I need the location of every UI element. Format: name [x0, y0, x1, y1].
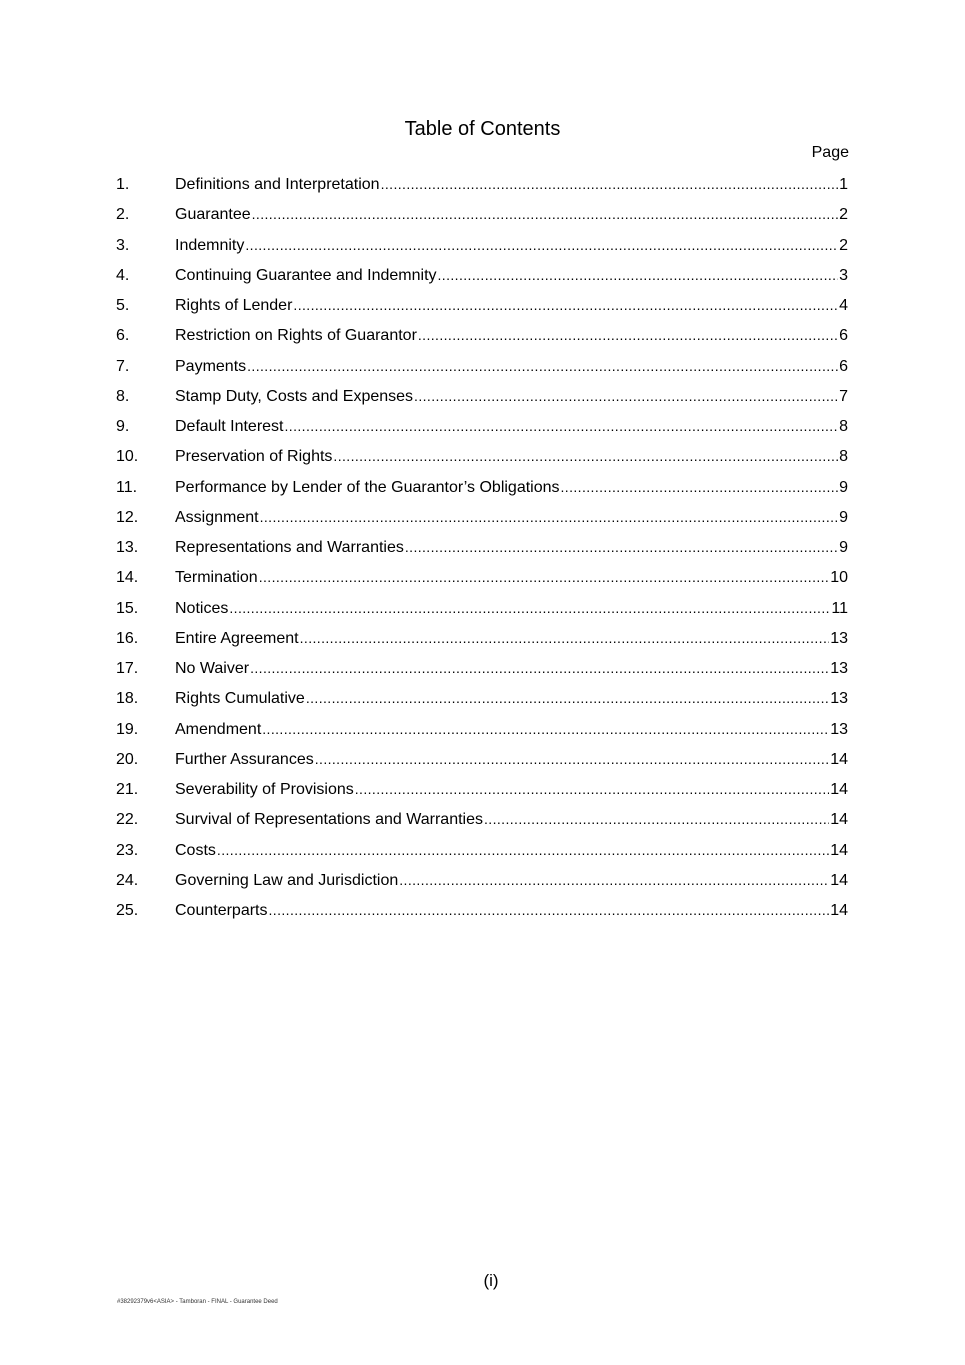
toc-dot-leader: [250, 660, 829, 678]
toc-entry-number: 15.: [116, 599, 139, 617]
toc-entry-page: 11: [831, 599, 848, 617]
toc-entry-title[interactable]: Governing Law and Jurisdiction: [175, 871, 399, 889]
toc-entry[interactable]: [116, 297, 848, 327]
toc-entry-number: 19.: [116, 720, 139, 738]
toc-entry-number: 17.: [116, 660, 139, 677]
document-reference: #38292379v6<ASIA> - Tamboran - FINAL - Guarantee Deed: [117, 1299, 278, 1305]
toc-dot-leader: [252, 206, 838, 224]
toc-entry[interactable]: [116, 388, 848, 418]
toc-dot-leader: [399, 872, 829, 890]
toc-entry-title[interactable]: Continuing Guarantee and Indemnity: [175, 266, 437, 284]
toc-entry-page: 13: [830, 660, 848, 677]
toc-entry-page: 14: [830, 811, 848, 829]
toc-dot-leader: [561, 479, 839, 497]
toc-entry[interactable]: [116, 721, 848, 751]
toc-entry-title[interactable]: Preservation of Rights: [175, 448, 333, 466]
toc-entry-title[interactable]: Notices: [175, 599, 229, 617]
toc-dot-leader: [259, 569, 830, 587]
toc-entry-page: 9: [839, 508, 848, 526]
page-column-heading: Page: [811, 144, 849, 161]
toc-dot-leader: [269, 902, 830, 920]
toc-entry[interactable]: [116, 690, 848, 720]
toc-entry-title[interactable]: Payments: [175, 357, 247, 375]
toc-dot-leader: [438, 267, 839, 285]
toc-entry-number: 20.: [116, 750, 139, 768]
toc-entry-page: 2: [839, 236, 848, 254]
toc-entry-number: 23.: [116, 841, 139, 859]
toc-dot-leader: [418, 327, 838, 345]
toc-entry-page: 3: [839, 266, 848, 284]
toc-entry-page: 13: [830, 720, 848, 738]
toc-entry[interactable]: [116, 237, 848, 267]
toc-entry-number: 3.: [116, 236, 130, 254]
toc-entry-number: 4.: [116, 266, 130, 284]
toc-entry-number: 2.: [116, 206, 130, 224]
toc-entry[interactable]: [116, 872, 848, 902]
toc-entry-number: 10.: [116, 448, 139, 466]
toc-dot-leader: [315, 751, 829, 769]
toc-entry-page: 7: [839, 387, 848, 405]
toc-entry-title[interactable]: Entire Agreement: [175, 629, 299, 647]
toc-entry-page: 4: [839, 297, 848, 314]
toc-entry[interactable]: [116, 902, 848, 932]
toc-entry-page: 14: [830, 871, 848, 889]
toc-entry-number: 16.: [116, 629, 139, 647]
toc-entry-title[interactable]: Severability of Provisions: [175, 781, 354, 798]
toc-dot-leader: [293, 297, 838, 315]
toc-entry[interactable]: [116, 358, 848, 388]
toc-entry-page: 10: [830, 569, 848, 587]
toc-dot-leader: [300, 630, 830, 648]
toc-entry-title[interactable]: Amendment: [175, 720, 262, 738]
toc-entry[interactable]: [116, 600, 848, 630]
toc-entry-page: 6: [839, 327, 848, 345]
toc-list: [116, 176, 848, 932]
toc-entry[interactable]: [116, 539, 848, 569]
toc-entry-page: 14: [830, 781, 848, 798]
page-number: (i): [483, 1271, 499, 1290]
toc-entry-title[interactable]: Survival of Representations and Warranties: [175, 811, 483, 829]
toc-entry-title[interactable]: Rights of Lender: [175, 297, 293, 314]
toc-entry-number: 9.: [116, 418, 130, 435]
toc-entry-number: 14.: [116, 569, 139, 587]
toc-entry-number: 5.: [116, 297, 130, 314]
toc-entry-number: 8.: [116, 387, 130, 405]
toc-entry-page: 13: [830, 629, 848, 647]
toc-entry-title[interactable]: Counterparts: [175, 902, 268, 919]
toc-entry-title[interactable]: Further Assurances: [175, 750, 314, 768]
toc-entry-title[interactable]: Rights Cumulative: [175, 690, 305, 708]
toc-entry-title[interactable]: Default Interest: [175, 418, 284, 435]
toc-entry[interactable]: [116, 842, 848, 872]
toc-entry-title[interactable]: Indemnity: [175, 236, 245, 254]
toc-entry[interactable]: [116, 781, 848, 811]
toc-entry-page: 14: [830, 902, 848, 919]
toc-entry-page: 2: [839, 206, 848, 224]
toc-entry-number: 11.: [116, 478, 138, 496]
toc-entry[interactable]: [116, 660, 848, 690]
toc-entry-title[interactable]: No Waiver: [175, 660, 250, 677]
toc-title: Table of Contents: [404, 118, 561, 140]
toc-entry-title[interactable]: Stamp Duty, Costs and Expenses: [175, 387, 414, 405]
toc-entry-number: 22.: [116, 811, 139, 829]
toc-entry-number: 12.: [116, 508, 139, 526]
toc-dot-leader: [381, 176, 839, 194]
toc-entry[interactable]: [116, 206, 848, 236]
toc-dot-leader: [217, 842, 829, 860]
toc-dot-leader: [245, 237, 838, 255]
toc-entry[interactable]: [116, 630, 848, 660]
toc-entry-page: 9: [839, 539, 848, 556]
toc-entry-page: 8: [839, 448, 848, 466]
toc-entry-title[interactable]: Assignment: [175, 508, 259, 526]
toc-dot-leader: [285, 418, 839, 436]
toc-entry-number: 1.: [116, 176, 130, 193]
toc-entry-title[interactable]: Definitions and Interpretation: [175, 176, 380, 193]
toc-dot-leader: [333, 448, 838, 466]
toc-entry-page: 9: [839, 478, 848, 496]
toc-entry[interactable]: [116, 418, 848, 448]
toc-entry[interactable]: [116, 569, 848, 599]
toc-entry-title[interactable]: Representations and Warranties: [175, 539, 404, 556]
toc-dot-leader: [247, 358, 838, 376]
toc-dot-leader: [229, 600, 830, 618]
toc-entry[interactable]: [116, 448, 848, 478]
toc-entry[interactable]: [116, 176, 848, 206]
toc-entry-page: 1: [839, 176, 848, 193]
toc-entry[interactable]: [116, 479, 848, 509]
toc-dot-leader: [414, 388, 838, 406]
toc-entry[interactable]: [116, 267, 848, 297]
toc-entry-title[interactable]: Termination: [175, 569, 258, 587]
toc-entry[interactable]: [116, 327, 848, 357]
toc-entry-page: 6: [839, 357, 848, 375]
toc-entry-title[interactable]: Guarantee: [175, 206, 251, 224]
toc-dot-leader: [484, 811, 829, 829]
toc-entry[interactable]: [116, 509, 848, 539]
toc-entry-number: 18.: [116, 690, 139, 708]
toc-entry-number: 21.: [116, 781, 139, 798]
toc-entry-number: 24.: [116, 871, 139, 889]
toc-entry-number: 13.: [116, 539, 139, 556]
toc-entry-number: 6.: [116, 327, 130, 345]
toc-entry-number: 7.: [116, 357, 130, 375]
toc-dot-leader: [405, 539, 838, 557]
toc-entry-title[interactable]: Costs: [175, 841, 216, 859]
toc-dot-leader: [262, 721, 829, 739]
toc-entry-page: 8: [839, 418, 848, 435]
toc-entry-title[interactable]: Restriction on Rights of Guarantor: [175, 327, 417, 345]
toc-dot-leader: [306, 690, 829, 708]
toc-dot-leader: [260, 509, 839, 527]
toc-entry-page: 14: [830, 841, 848, 859]
toc-entry-page: 13: [830, 690, 848, 708]
toc-entry[interactable]: [116, 811, 848, 841]
toc-entry[interactable]: [116, 751, 848, 781]
toc-entry-number: 25.: [116, 902, 139, 919]
toc-entry-page: 14: [830, 750, 848, 768]
toc-dot-leader: [355, 781, 829, 799]
toc-entry-title[interactable]: Performance by Lender of the Guarantor’s Obligations: [175, 478, 560, 496]
